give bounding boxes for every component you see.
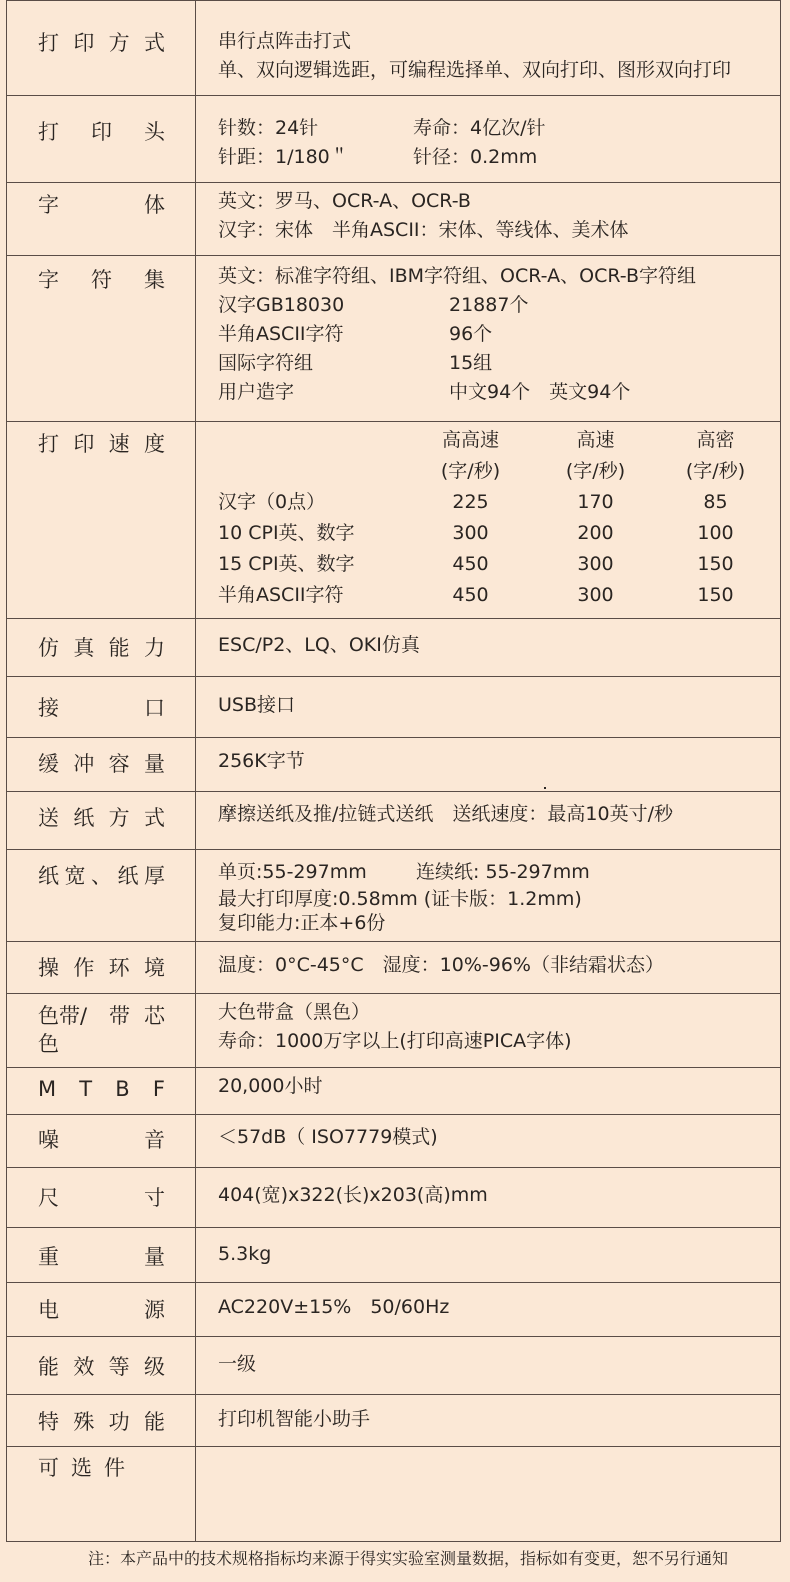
spec-value: [196, 738, 780, 776]
spec-value-cell: [196, 850, 781, 942]
spec-label-char: 真: [73, 636, 95, 660]
speed-value: 450: [452, 553, 489, 575]
spec-label-char: 尺: [38, 1186, 59, 1210]
spec-label: [38, 850, 165, 890]
spec-label-char: 方: [108, 806, 130, 830]
spec-label-char: 电: [38, 1298, 59, 1322]
spec-label-char: 字: [38, 268, 59, 292]
spec-value: [196, 1, 780, 85]
spec-label-char: 效: [73, 1355, 95, 1379]
spec-line: 20,000小时: [218, 1075, 323, 1097]
speed-row: [218, 519, 773, 550]
speed-header-row: [218, 457, 773, 488]
spec-line: 一级: [218, 1353, 257, 1375]
spec-value-cell: [196, 942, 781, 994]
spec-label-char: 境: [143, 956, 165, 980]
spec-value: [196, 1228, 780, 1269]
spec-row: [7, 1283, 781, 1337]
spec-value-cell: [196, 1337, 781, 1395]
spec-value: [196, 1283, 780, 1322]
spec-label-cell: [7, 994, 196, 1068]
speed-corner: [218, 426, 408, 457]
spec-line: 大色带盒（黑色）: [218, 1001, 371, 1023]
spec-label-char: 方: [108, 31, 130, 55]
speed-row: [218, 581, 773, 612]
spec-label-char: 音: [144, 1128, 165, 1152]
spec-label-char: 环: [108, 956, 130, 980]
speed-row-name: 15 CPI英、数字: [218, 553, 355, 575]
spec-label-char: 厚: [144, 864, 165, 888]
spec-value: [196, 256, 780, 407]
charset-count: 中文94个 英文94个: [449, 381, 631, 403]
spec-pair-right: 连续纸: 55-297mm: [416, 861, 590, 883]
spec-label-char: 打: [38, 120, 59, 144]
spec-label-char: 印: [91, 120, 112, 144]
spec-label-char: T: [79, 1077, 93, 1101]
spec-label-cell: [7, 1068, 196, 1115]
spec-label-cell: [7, 738, 196, 792]
spec-label-cell: [7, 1395, 196, 1447]
spec-row: [7, 1, 781, 96]
spec-value-cell: [196, 183, 781, 256]
speed-value: 85: [703, 491, 728, 513]
spec-row: [7, 1068, 781, 1115]
spec-row: [7, 1168, 781, 1228]
spec-label: [38, 183, 165, 219]
spec-row: [7, 256, 781, 422]
spec-label-char: B: [115, 1077, 130, 1101]
spec-label-cell: [7, 677, 196, 738]
spec-label-cell: [7, 1447, 196, 1542]
spec-label-char: 量: [143, 752, 165, 776]
spec-line: 单、双向逻辑选距，可编程选择单、双向打印、图形双向打印: [218, 59, 732, 81]
spec-value-cell: [196, 994, 781, 1068]
spec-value-cell: [196, 619, 781, 677]
speed-value: 300: [577, 584, 614, 606]
spec-row: [7, 96, 781, 183]
spec-label-char: 带: [109, 1004, 130, 1028]
spec-line: 打印机智能小助手: [218, 1408, 371, 1430]
spec-label-char: 重: [38, 1245, 59, 1269]
spec-label-char: 缓: [38, 752, 59, 776]
spec-label-char: 选: [71, 1456, 92, 1480]
spec-label-char: 打: [38, 432, 59, 456]
speed-value: 200: [577, 522, 614, 544]
spec-label-char: 纸: [117, 864, 139, 888]
speed-header: (字/秒): [685, 460, 746, 482]
spec-label: [38, 1447, 125, 1482]
spec-value-cell: [196, 96, 781, 183]
spec-label-char: 特: [38, 1410, 59, 1434]
spec-table: [6, 0, 781, 1542]
spec-label-cell: [7, 619, 196, 677]
speed-value: 300: [577, 553, 614, 575]
spec-line: 最大打印厚度:0.58mm (证卡版：1.2mm): [218, 888, 582, 910]
spec-label-cell: [7, 1283, 196, 1337]
spec-label-char: 式: [143, 31, 165, 55]
spec-line: 404(宽)x322(长)x203(高)mm: [218, 1184, 488, 1206]
spec-line: 英文：罗马、OCR-A、OCR-B: [218, 190, 471, 212]
speed-table: [218, 426, 773, 612]
spec-row: [7, 422, 781, 619]
spec-value-cell: [196, 256, 781, 422]
spec-label-char: 式: [143, 806, 165, 830]
spec-label: [38, 1168, 165, 1212]
spec-label-char: M: [38, 1077, 57, 1101]
spec-value-cell: [196, 1395, 781, 1447]
spec-label: [38, 1, 165, 57]
spec-value: [196, 994, 780, 1056]
spec-line: [218, 114, 780, 143]
spec-value: [196, 1115, 780, 1152]
spec-line: 256K字节: [218, 750, 305, 772]
spec-line: [218, 291, 780, 320]
spec-label-char: 等: [108, 1355, 130, 1379]
spec-label-cell: [7, 1228, 196, 1283]
spec-label-char: F: [152, 1077, 165, 1101]
spec-label-char: 度: [143, 432, 165, 456]
spec-label-char: 量: [144, 1245, 165, 1269]
spec-label: [38, 738, 165, 778]
spec-label: [38, 1337, 165, 1381]
spec-label: [38, 256, 165, 294]
spec-label-char: 能: [108, 636, 130, 660]
spec-row: [7, 850, 781, 942]
speed-value: 450: [452, 584, 489, 606]
spec-value-cell: [196, 1283, 781, 1337]
spec-label-char: 可: [38, 1456, 59, 1480]
speed-value: 100: [697, 522, 734, 544]
spec-value-cell: [196, 792, 781, 850]
spec-row: [7, 1115, 781, 1168]
spec-label-char: 容: [108, 752, 130, 776]
spec-value-cell: [196, 1068, 781, 1115]
spec-row: [7, 183, 781, 256]
spec-pair-right: 针径：0.2mm: [413, 146, 538, 168]
spec-label: [38, 1395, 165, 1436]
spec-row: [7, 619, 781, 677]
spec-line: 温度：0°C-45°C 湿度：10%-96%（非结霜状态）: [218, 954, 664, 976]
spec-value: [196, 1337, 780, 1379]
spec-label-cell: [7, 1168, 196, 1228]
spec-label-char: 芯: [144, 1004, 165, 1028]
speed-value: 150: [697, 584, 734, 606]
spec-label-cell: [7, 1, 196, 96]
spec-label-cell: [7, 422, 196, 619]
spec-value: [196, 792, 780, 829]
spec-label: [38, 994, 165, 1058]
spec-label: [38, 1283, 165, 1324]
spec-value-cell: [196, 422, 781, 619]
spec-label-char: 殊: [73, 1410, 95, 1434]
spec-row: [7, 792, 781, 850]
spec-value-cell: [196, 1228, 781, 1283]
spec-label-char: 力: [143, 636, 165, 660]
spec-label-cell: [7, 256, 196, 422]
spec-label-cell: [7, 183, 196, 256]
spec-label: [38, 619, 165, 662]
spec-line: [218, 378, 780, 407]
spec-value: [196, 1447, 780, 1451]
spec-line: [218, 143, 780, 172]
speed-row-name: 汉字（0点）: [218, 491, 326, 513]
spec-label-char: 级: [143, 1355, 165, 1379]
spec-label-char: 能: [143, 1410, 165, 1434]
spec-line: 摩擦送纸及推/拉链式送纸 送纸速度：最高10英寸/秒: [218, 803, 673, 825]
spec-value: [196, 183, 780, 245]
spec-line: [218, 320, 780, 349]
spec-label-char: 件: [104, 1456, 125, 1480]
spec-label-char: 口: [144, 696, 165, 720]
speed-row-name: 半角ASCII字符: [218, 584, 344, 606]
spec-value: [196, 422, 780, 612]
spec-pair-left: 针数：24针: [218, 117, 319, 139]
spec-value: [196, 677, 780, 720]
speed-header: 高高速: [441, 429, 499, 451]
spec-label-char: 宽: [64, 864, 86, 888]
spec-row: [7, 1337, 781, 1395]
spec-label-cell: [7, 1115, 196, 1168]
spec-label-cell: [7, 96, 196, 183]
speed-value: 170: [577, 491, 614, 513]
charset-count: 15组: [449, 352, 493, 374]
speed-corner: [218, 457, 408, 488]
speed-value: 150: [697, 553, 734, 575]
spec-label-char: 源: [144, 1298, 165, 1322]
spec-label-char: 打: [38, 31, 59, 55]
spec-label-char: 纸: [73, 806, 95, 830]
spec-label-char: 印: [73, 432, 95, 456]
spec-label-char: 寸: [144, 1186, 165, 1210]
spec-line: [218, 858, 780, 887]
spec-label-char: 作: [73, 956, 95, 980]
spec-line: 寿命：1000万字以上(打印高速PICA字体): [218, 1030, 572, 1052]
spec-label: [38, 96, 165, 146]
spec-label-char: 冲: [73, 752, 95, 776]
spec-value-cell: [196, 1115, 781, 1168]
spec-row: [7, 994, 781, 1068]
charset-count: 96个: [449, 323, 493, 345]
spec-label-char: 符: [91, 268, 112, 292]
spec-line: USB接口: [218, 694, 296, 716]
spec-line: 串行点阵击打式: [218, 30, 352, 52]
spec-label-cell: [7, 1337, 196, 1395]
spec-line: ESC/P2、LQ、OKI仿真: [218, 634, 420, 656]
spec-value-cell: [196, 1, 781, 96]
spec-label-char: 纸: [38, 864, 59, 888]
spec-label-cell: [7, 942, 196, 994]
speed-header: (字/秒): [565, 460, 626, 482]
spec-label: [38, 942, 165, 982]
spec-value-cell: [196, 1447, 781, 1542]
spec-pair-right: 寿命：4亿次/针: [413, 117, 546, 139]
spec-label-char: 体: [144, 193, 165, 217]
spec-value: [196, 850, 780, 935]
footnote: 注：本产品中的技术规格指标均来源于得实实验室测量数据，指标如有变更，恕不另行通知: [88, 1549, 729, 1568]
spec-value: [196, 942, 780, 980]
spec-line: 复印能力:正本+6份: [218, 912, 386, 934]
spec-label-char: 集: [144, 268, 165, 292]
spec-label: [38, 1228, 165, 1271]
spec-row: [7, 1395, 781, 1447]
spec-label: [38, 792, 165, 832]
spec-line: [218, 349, 780, 378]
spec-label-char: 色带/色: [38, 1004, 88, 1056]
spec-value: [196, 1068, 780, 1101]
spec-row: [7, 1447, 781, 1542]
spec-value: [196, 96, 780, 172]
spec-row: [7, 677, 781, 738]
spec-label-char: 仿: [38, 636, 59, 660]
spec-label-char: 接: [38, 696, 59, 720]
spec-label-char: 印: [73, 31, 95, 55]
spec-line: AC220V±15% 50/60Hz: [218, 1296, 450, 1318]
spec-label-char: 功: [108, 1410, 130, 1434]
spec-row: [7, 942, 781, 994]
spec-line: 5.3kg: [218, 1243, 272, 1265]
speed-header: 高速: [576, 429, 615, 451]
spec-label-cell: [7, 792, 196, 850]
speed-header: 高密: [696, 429, 735, 451]
spec-value: [196, 1395, 780, 1434]
charset-name: 半角ASCII字符: [218, 323, 344, 345]
speed-row-name: 10 CPI英、数字: [218, 522, 355, 544]
spec-pair-left: 针距：1/180＂: [218, 146, 349, 168]
speed-header: (字/秒): [440, 460, 501, 482]
spec-label-char: 噪: [38, 1128, 59, 1152]
spec-label: [38, 1115, 165, 1154]
spec-row: [7, 1228, 781, 1283]
spec-row: [7, 738, 781, 792]
charset-name: 汉字GB18030: [218, 294, 345, 316]
speed-value: 300: [452, 522, 489, 544]
spec-value: [196, 619, 780, 660]
spec-label-cell: [7, 850, 196, 942]
charset-name: 国际字符组: [218, 352, 314, 374]
charset-count: 21887个: [449, 294, 529, 316]
speed-row: [218, 488, 773, 519]
spec-label-char: 能: [38, 1355, 59, 1379]
stray-dot: [544, 787, 546, 789]
speed-header-row: [218, 426, 773, 457]
spec-value: [196, 1168, 780, 1210]
spec-label-char: 、: [91, 864, 112, 888]
spec-label: [38, 1068, 165, 1103]
spec-pair-left: 单页:55-297mm: [218, 861, 367, 883]
spec-label: [38, 677, 165, 722]
spec-value-cell: [196, 677, 781, 738]
spec-label-char: 头: [144, 120, 165, 144]
spec-line: 汉字：宋体 半角ASCII：宋体、等线体、美术体: [218, 219, 629, 241]
spec-label-char: 速: [108, 432, 130, 456]
spec-line: 英文：标准字符组、IBM字符组、OCR-A、OCR-B字符组: [218, 265, 696, 287]
spec-line: ＜57dB（ ISO7779模式): [218, 1126, 438, 1148]
speed-row: [218, 550, 773, 581]
spec-label-char: 送: [38, 806, 59, 830]
speed-value: 225: [452, 491, 489, 513]
spec-value-cell: [196, 738, 781, 792]
charset-name: 用户造字: [218, 381, 295, 403]
spec-value-cell: [196, 1168, 781, 1228]
spec-label-char: 操: [38, 956, 59, 980]
spec-label: [38, 422, 165, 458]
spec-label-char: 字: [38, 193, 59, 217]
